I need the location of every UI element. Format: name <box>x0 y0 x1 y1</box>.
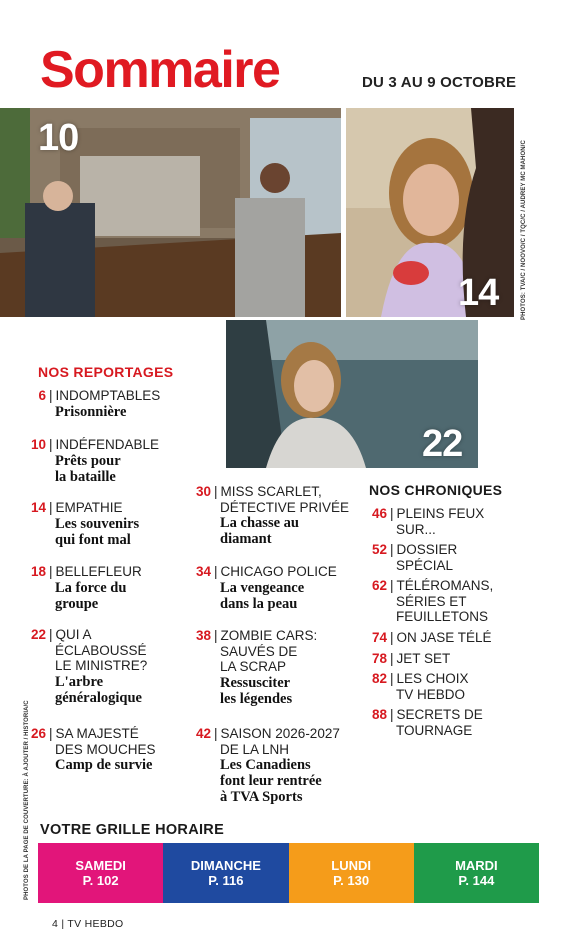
schedule-dimanche[interactable]: DIMANCHE P. 116 <box>163 843 288 903</box>
toc-entry-miss-scarlet[interactable]: 30 | MISS SCARLET, DÉTECTIVE PRIVÉE La chasse au diamant <box>195 484 350 547</box>
toc-entry-qui-a-eclabousse[interactable]: 22 | QUI A ÉCLABOUSSÉ LE MINISTRE? L'arbre généralogique <box>30 627 148 706</box>
photo-qui-a-eclabousse[interactable] <box>226 320 478 468</box>
toc-entry-secrets-tournage[interactable]: 88 | SECRETS DE TOURNAGE <box>371 707 483 738</box>
toc-entry-choix-tv-hebdo[interactable]: 82 | LES CHOIX TV HEBDO <box>371 671 469 702</box>
toc-entry-jet-set[interactable]: 78 | JET SET <box>371 651 451 666</box>
page-number-14: 14 <box>458 272 499 314</box>
toc-entry-zombie-cars[interactable]: 38 | ZOMBIE CARS: SAUVÉS DE LA SCRAP Ressusciter les légendes <box>195 628 318 707</box>
photo-empathie[interactable] <box>346 108 514 317</box>
toc-entry-dossier-special[interactable]: 52 | DOSSIER SPÉCIAL <box>371 542 458 573</box>
toc-entry-chicago-police[interactable]: 34 | CHICAGO POLICE La vengeance dans la peau <box>195 564 337 612</box>
reportages-heading: NOS REPORTAGES <box>38 364 174 380</box>
schedule-lundi[interactable]: LUNDI P. 130 <box>289 843 414 903</box>
photo-credits: PHOTOS: TVA/C / NOOVO/C / TQC/C / AUDREY MC MAHON/C <box>521 140 527 320</box>
page-footer: 4 | TV HEBDO <box>52 918 124 930</box>
toc-entry-sa-majeste[interactable]: 26 | SA MAJESTÉ DES MOUCHES Camp de survie <box>30 726 156 773</box>
toc-entry-saison-lnh[interactable]: 42 | SAISON 2026-2027 DE LA LNH Les Canadiens font leur rentrée à TVA Sports <box>195 726 340 805</box>
grille-heading: VOTRE GRILLE HORAIRE <box>40 822 225 838</box>
page-number-10: 10 <box>38 117 79 159</box>
issue-dates: DU 3 AU 9 OCTOBRE <box>362 74 517 91</box>
photo-indefendable[interactable] <box>0 108 341 317</box>
schedule-mardi[interactable]: MARDI P. 144 <box>414 843 539 903</box>
schedule-samedi[interactable]: SAMEDI P. 102 <box>38 843 163 903</box>
toc-entry-pleins-feux[interactable]: 46 | PLEINS FEUX SUR... <box>371 506 485 537</box>
toc-entry-indomptables[interactable]: 6 | INDOMPTABLES Prisonnière <box>38 388 161 420</box>
toc-entry-teleromans[interactable]: 62 | TÉLÉROMANS, SÉRIES ET FEUILLETONS <box>371 578 494 624</box>
toc-entry-indefendable[interactable]: 10 | INDÉFENDABLE Prêts pour la bataille <box>30 437 160 485</box>
chroniques-heading: NOS CHRONIQUES <box>369 482 503 498</box>
page-number-22: 22 <box>422 423 463 465</box>
cover-photo-credits: PHOTOS DE LA PAGE DE COUVERTURE: À AJOUTER / HISTORIA/C <box>24 700 30 900</box>
toc-entry-bellefleur[interactable]: 18 | BELLEFLEUR La force du groupe <box>30 564 142 612</box>
page-title: Sommaire <box>40 41 280 99</box>
toc-entry-empathie[interactable]: 14 | EMPATHIE Les souvenirs qui font mal <box>30 500 140 548</box>
schedule-grid <box>38 843 539 903</box>
toc-entry-on-jase-tele[interactable]: 74 | ON JASE TÉLÉ <box>371 630 492 645</box>
